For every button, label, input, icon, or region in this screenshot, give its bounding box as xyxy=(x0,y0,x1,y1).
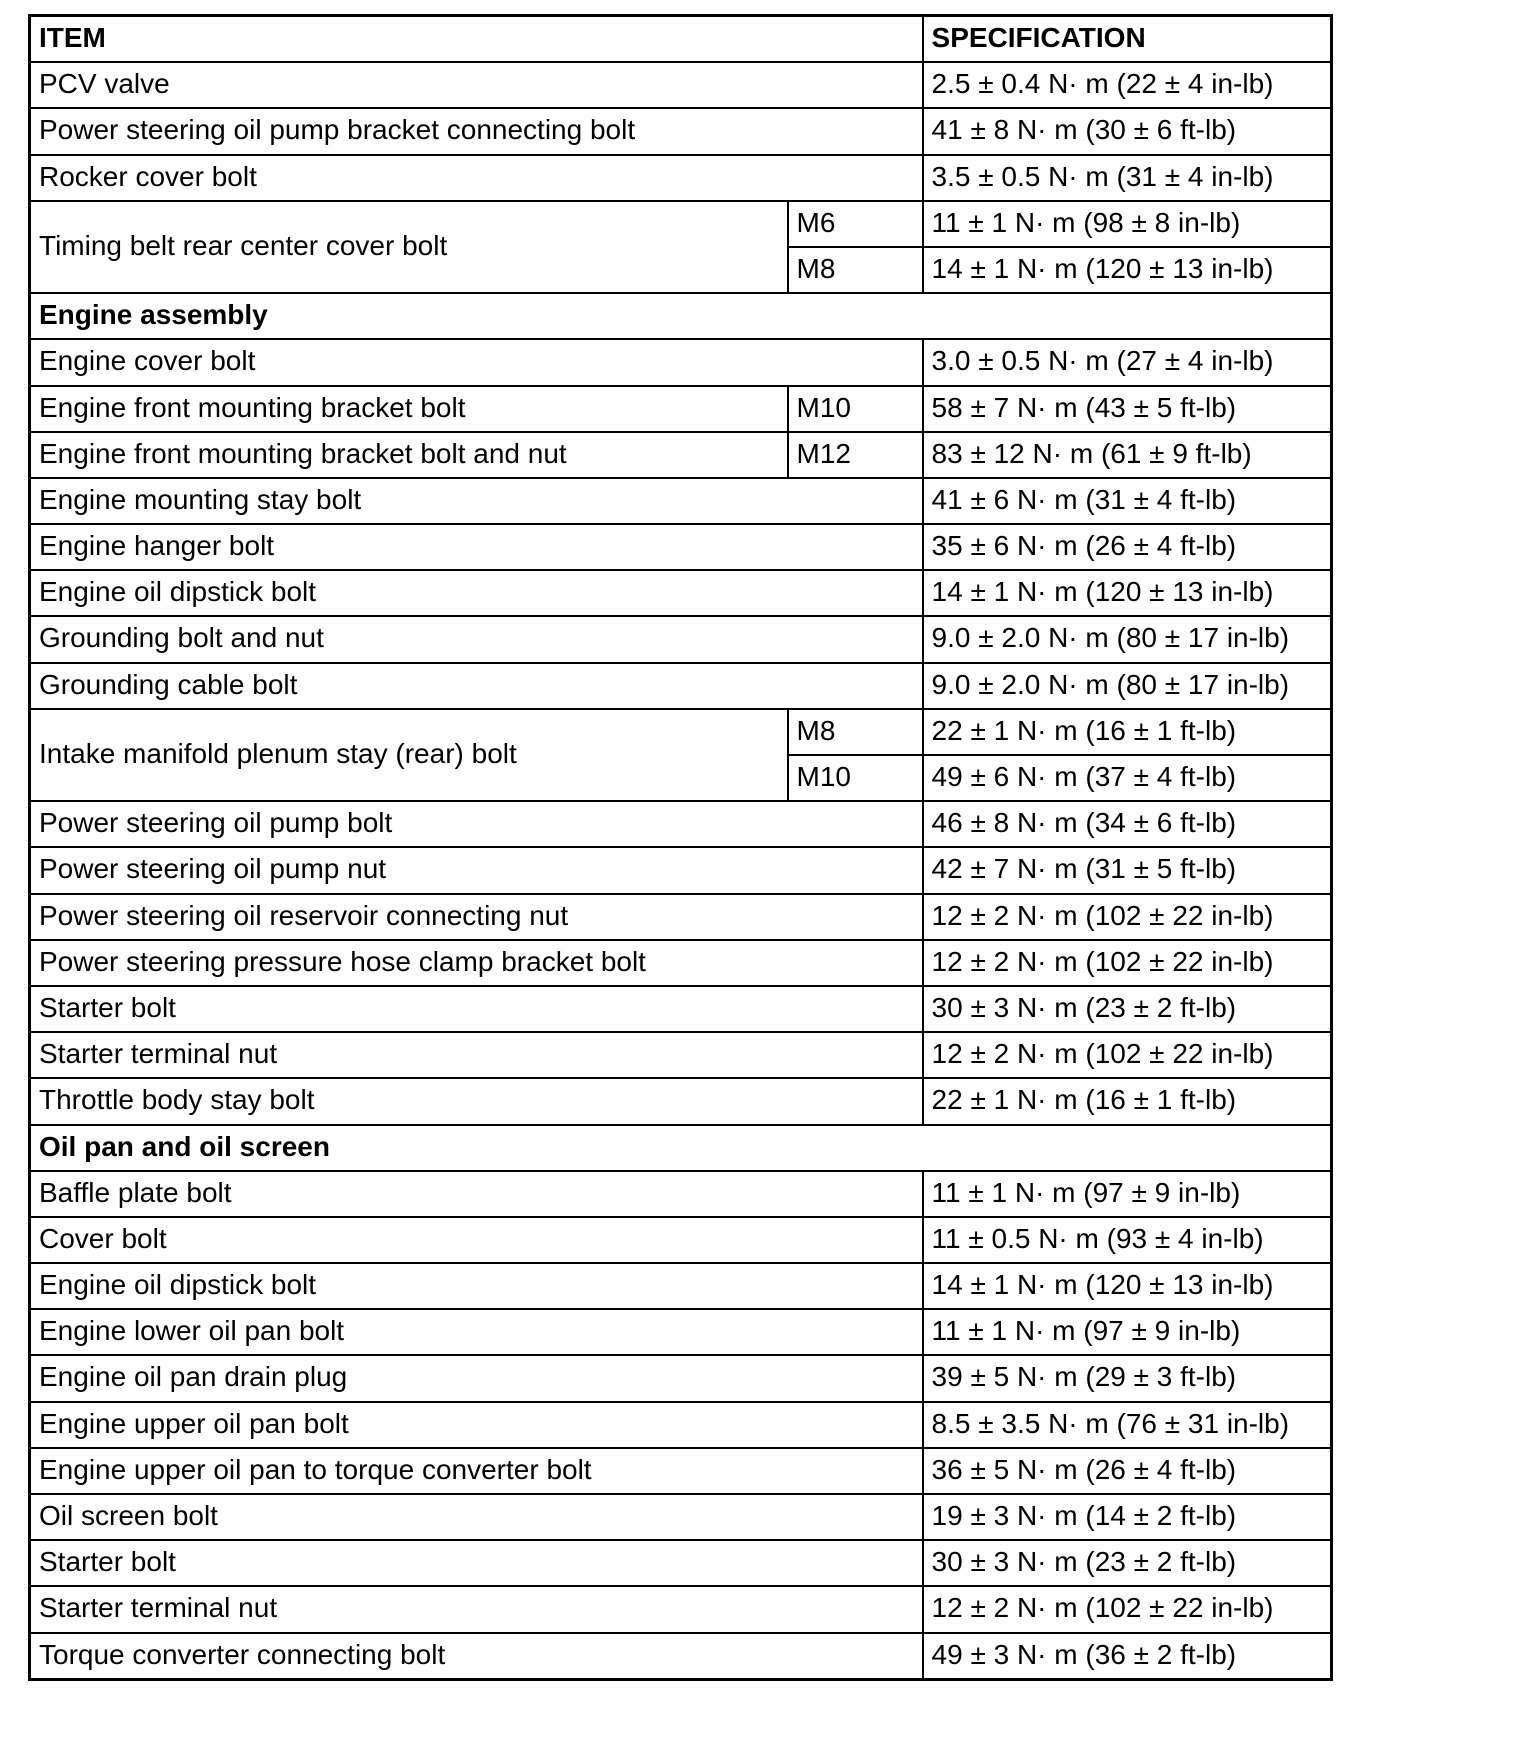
table-row xyxy=(30,62,1332,108)
table-row xyxy=(30,986,1332,1032)
spec-cell: 30 ± 3 N· m (23 ± 2 ft-lb) xyxy=(923,1540,1332,1586)
table-row xyxy=(30,801,1332,847)
item-cell: Rocker cover bolt xyxy=(30,155,923,201)
spec-cell: 41 ± 6 N· m (31 ± 4 ft-lb) xyxy=(923,478,1332,524)
section-row xyxy=(30,293,1332,339)
table-row xyxy=(30,478,1332,524)
table-row xyxy=(30,1263,1332,1309)
spec-cell: 14 ± 1 N· m (120 ± 13 in-lb) xyxy=(923,1263,1332,1309)
table-row xyxy=(30,1078,1332,1124)
size-cell: M10 xyxy=(788,755,923,801)
item-cell: Power steering pressure hose clamp bracket bolt xyxy=(30,940,923,986)
spec-cell: 19 ± 3 N· m (14 ± 2 ft-lb) xyxy=(923,1494,1332,1540)
size-cell: M10 xyxy=(788,386,923,432)
item-cell: Intake manifold plenum stay (rear) bolt xyxy=(30,709,788,801)
spec-cell: 12 ± 2 N· m (102 ± 22 in-lb) xyxy=(923,940,1332,986)
spec-cell: 11 ± 1 N· m (97 ± 9 in-lb) xyxy=(923,1171,1332,1217)
table-row xyxy=(30,201,1332,247)
spec-cell: 42 ± 7 N· m (31 ± 5 ft-lb) xyxy=(923,847,1332,893)
item-cell: Power steering oil pump bolt xyxy=(30,801,923,847)
spec-cell: 49 ± 6 N· m (37 ± 4 ft-lb) xyxy=(923,755,1332,801)
table-row xyxy=(30,894,1332,940)
item-cell: PCV valve xyxy=(30,62,923,108)
spec-cell: 83 ± 12 N· m (61 ± 9 ft-lb) xyxy=(923,432,1332,478)
torque-specification-table xyxy=(28,14,1333,1681)
item-cell: Engine hanger bolt xyxy=(30,524,923,570)
item-cell: Engine front mounting bracket bolt xyxy=(30,386,788,432)
size-cell: M12 xyxy=(788,432,923,478)
spec-cell: 11 ± 0.5 N· m (93 ± 4 in-lb) xyxy=(923,1217,1332,1263)
spec-cell: 41 ± 8 N· m (30 ± 6 ft-lb) xyxy=(923,108,1332,154)
spec-cell: 14 ± 1 N· m (120 ± 13 in-lb) xyxy=(923,570,1332,616)
item-cell: Grounding cable bolt xyxy=(30,663,923,709)
item-cell: Grounding bolt and nut xyxy=(30,616,923,662)
table-row xyxy=(30,663,1332,709)
size-cell: M6 xyxy=(788,201,923,247)
item-cell: Engine oil dipstick bolt xyxy=(30,570,923,616)
spec-cell: 12 ± 2 N· m (102 ± 22 in-lb) xyxy=(923,1032,1332,1078)
item-cell: Oil screen bolt xyxy=(30,1494,923,1540)
item-cell: Engine mounting stay bolt xyxy=(30,478,923,524)
spec-cell: 12 ± 2 N· m (102 ± 22 in-lb) xyxy=(923,1586,1332,1632)
table-row xyxy=(30,1171,1332,1217)
spec-cell: 58 ± 7 N· m (43 ± 5 ft-lb) xyxy=(923,386,1332,432)
table-row xyxy=(30,616,1332,662)
table-row xyxy=(30,940,1332,986)
spec-cell: 22 ± 1 N· m (16 ± 1 ft-lb) xyxy=(923,1078,1332,1124)
item-cell: Baffle plate bolt xyxy=(30,1171,923,1217)
table-row xyxy=(30,1586,1332,1632)
table-row xyxy=(30,432,1332,478)
section-label: Oil pan and oil screen xyxy=(30,1125,1332,1171)
spec-cell: 12 ± 2 N· m (102 ± 22 in-lb) xyxy=(923,894,1332,940)
table-row xyxy=(30,1032,1332,1078)
item-cell: Power steering oil pump nut xyxy=(30,847,923,893)
item-cell: Starter bolt xyxy=(30,1540,923,1586)
table-row xyxy=(30,108,1332,154)
table-row xyxy=(30,570,1332,616)
item-cell: Engine cover bolt xyxy=(30,339,923,385)
spec-cell: 39 ± 5 N· m (29 ± 3 ft-lb) xyxy=(923,1355,1332,1401)
item-cell: Engine lower oil pan bolt xyxy=(30,1309,923,1355)
item-cell: Power steering oil pump bracket connecting bolt xyxy=(30,108,923,154)
table-row xyxy=(30,339,1332,385)
table-row xyxy=(30,1355,1332,1401)
table-row xyxy=(30,1494,1332,1540)
spec-cell: 3.0 ± 0.5 N· m (27 ± 4 in-lb) xyxy=(923,339,1332,385)
size-cell: M8 xyxy=(788,709,923,755)
table-row xyxy=(30,386,1332,432)
table-header-row xyxy=(30,16,1332,63)
item-cell: Engine front mounting bracket bolt and nut xyxy=(30,432,788,478)
spec-cell: 22 ± 1 N· m (16 ± 1 ft-lb) xyxy=(923,709,1332,755)
table-row xyxy=(30,1402,1332,1448)
table-row xyxy=(30,709,1332,755)
table-row xyxy=(30,524,1332,570)
item-cell: Engine upper oil pan bolt xyxy=(30,1402,923,1448)
table-row xyxy=(30,1633,1332,1680)
item-cell: Timing belt rear center cover bolt xyxy=(30,201,788,293)
table-row xyxy=(30,1540,1332,1586)
spec-cell: 36 ± 5 N· m (26 ± 4 ft-lb) xyxy=(923,1448,1332,1494)
spec-cell: 11 ± 1 N· m (98 ± 8 in-lb) xyxy=(923,201,1332,247)
spec-cell: 30 ± 3 N· m (23 ± 2 ft-lb) xyxy=(923,986,1332,1032)
table-row xyxy=(30,1217,1332,1263)
item-cell: Starter terminal nut xyxy=(30,1586,923,1632)
section-row xyxy=(30,1125,1332,1171)
item-cell: Cover bolt xyxy=(30,1217,923,1263)
table-body xyxy=(30,62,1332,1679)
item-cell: Power steering oil reservoir connecting nut xyxy=(30,894,923,940)
spec-cell: 49 ± 3 N· m (36 ± 2 ft-lb) xyxy=(923,1633,1332,1680)
item-cell: Engine upper oil pan to torque converter bolt xyxy=(30,1448,923,1494)
item-cell: Engine oil dipstick bolt xyxy=(30,1263,923,1309)
size-cell: M8 xyxy=(788,247,923,293)
spec-cell: 11 ± 1 N· m (97 ± 9 in-lb) xyxy=(923,1309,1332,1355)
spec-cell: 35 ± 6 N· m (26 ± 4 ft-lb) xyxy=(923,524,1332,570)
item-cell: Engine oil pan drain plug xyxy=(30,1355,923,1401)
table-row xyxy=(30,847,1332,893)
spec-cell: 3.5 ± 0.5 N· m (31 ± 4 in-lb) xyxy=(923,155,1332,201)
item-cell: Starter bolt xyxy=(30,986,923,1032)
item-cell: Throttle body stay bolt xyxy=(30,1078,923,1124)
spec-cell: 9.0 ± 2.0 N· m (80 ± 17 in-lb) xyxy=(923,616,1332,662)
item-cell: Starter terminal nut xyxy=(30,1032,923,1078)
spec-cell: 46 ± 8 N· m (34 ± 6 ft-lb) xyxy=(923,801,1332,847)
table-row xyxy=(30,1309,1332,1355)
spec-cell: 14 ± 1 N· m (120 ± 13 in-lb) xyxy=(923,247,1332,293)
item-cell: Torque converter connecting bolt xyxy=(30,1633,923,1680)
column-header-specification: SPECIFICATION xyxy=(923,16,1332,63)
section-label: Engine assembly xyxy=(30,293,1332,339)
table-row xyxy=(30,155,1332,201)
spec-cell: 9.0 ± 2.0 N· m (80 ± 17 in-lb) xyxy=(923,663,1332,709)
spec-cell: 2.5 ± 0.4 N· m (22 ± 4 in-lb) xyxy=(923,62,1332,108)
table-row xyxy=(30,1448,1332,1494)
spec-cell: 8.5 ± 3.5 N· m (76 ± 31 in-lb) xyxy=(923,1402,1332,1448)
column-header-item: ITEM xyxy=(30,16,923,63)
